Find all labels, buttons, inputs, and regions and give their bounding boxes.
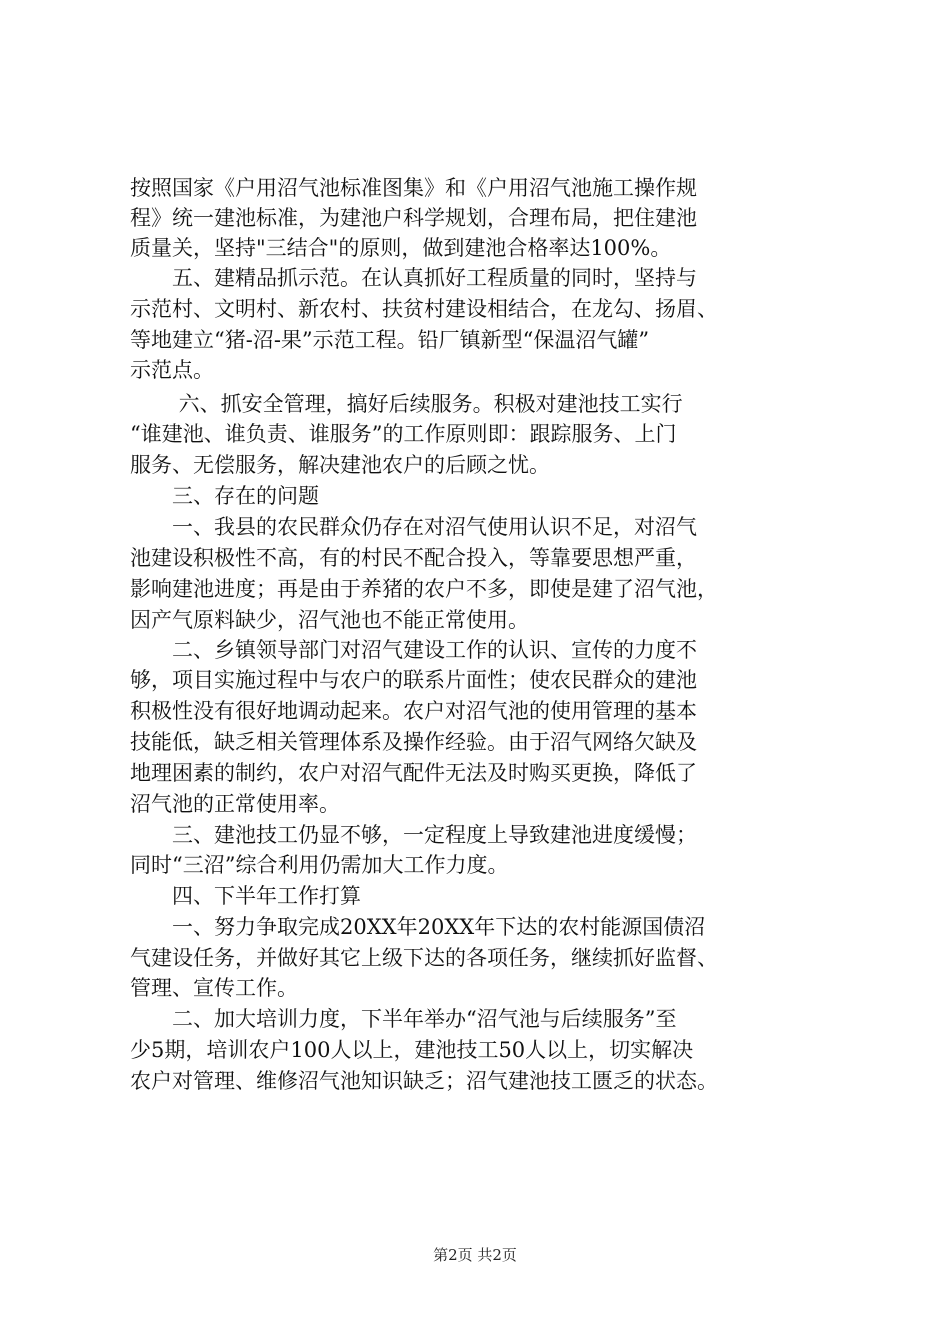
body-text-line: 地理困素的制约，农户对沼气配件无法及时购买更换，降低了 (130, 761, 697, 785)
body-text-line: 六、抓安全管理，搞好后续服务。积极对建池技工实行 (130, 392, 683, 416)
body-text-line: 同时“三沼”综合利用仍需加大工作力度。 (130, 853, 509, 877)
body-text-line: 质量关，坚持"三结合"的原则，做到建池合格率达100%。 (130, 236, 672, 260)
body-text-line: 沼气池的正常使用率。 (130, 792, 340, 816)
body-text-line: 三、建池技工仍显不够，一定程度上导致建池进度缓慢； (130, 823, 697, 847)
body-text-line: 因产气原料缺少，沼气池也不能正常使用。 (130, 608, 529, 632)
body-text-line: 二、乡镇领导部门对沼气建设工作的认识、宣传的力度不 (130, 638, 697, 662)
body-text-line: 积极性没有很好地调动起来。农户对沼气池的使用管理的基本 (130, 699, 697, 723)
body-text-line: 够，项目实施过程中与农户的联系片面性；使农民群众的建池 (130, 668, 697, 692)
body-text-line: 一、我县的农民群众仍存在对沼气使用认识不足，对沼气 (130, 515, 697, 539)
body-text-line: 示范点。 (130, 358, 214, 382)
body-text-line: 影响建池进度；再是由于养猪的农户不多，即使是建了沼气池， (130, 577, 718, 601)
body-text-line: “谁建池、谁负责、谁服务”的工作原则即：跟踪服务、上门 (130, 422, 677, 446)
body-text-line: 气建设任务，并做好其它上级下达的各项任务，继续抓好监督、 (130, 946, 718, 970)
body-text-line: 等地建立“猪-沼-果”示范工程。铅厂镇新型“保温沼气罐” (130, 328, 650, 352)
body-text-line: 一、努力争取完成20XX年20XX年下达的农村能源国债沼 (130, 915, 706, 939)
body-text-line: 管理、宣传工作。 (130, 976, 298, 1000)
body-text-line: 程》统一建池标准，为建池户科学规划，合理布局，把住建池 (130, 206, 697, 230)
body-text-line: 二、加大培训力度，下半年举办“沼气池与后续服务”至 (130, 1007, 677, 1031)
body-text-line: 少5期，培训农户100人以上，建池技工50人以上，切实解决 (130, 1038, 694, 1062)
body-text-line: 按照国家《户用沼气池标准图集》和《户用沼气池施工操作规 (130, 176, 697, 200)
body-text-line: 技能低，缺乏相关管理体系及操作经验。由于沼气网络欠缺及 (130, 730, 697, 754)
section-heading: 四、下半年工作打算 (130, 884, 361, 908)
body-text-line: 五、建精品抓示范。在认真抓好工程质量的同时，坚持与 (130, 266, 697, 290)
body-text-line: 池建设积极性不高，有的村民不配合投入，等靠要思想严重， (130, 546, 697, 570)
body-text-line: 农户对管理、维修沼气池知识缺乏；沼气建池技工匮乏的状态。 (130, 1069, 718, 1093)
page-number-footer: 第2页 共2页 (433, 1246, 517, 1264)
section-heading: 三、存在的问题 (130, 484, 319, 508)
body-text-line: 示范村、文明村、新农村、扶贫村建设相结合，在龙勾、扬眉、 (130, 297, 718, 321)
body-text-line: 服务、无偿服务，解决建池农户的后顾之忧。 (130, 453, 550, 477)
